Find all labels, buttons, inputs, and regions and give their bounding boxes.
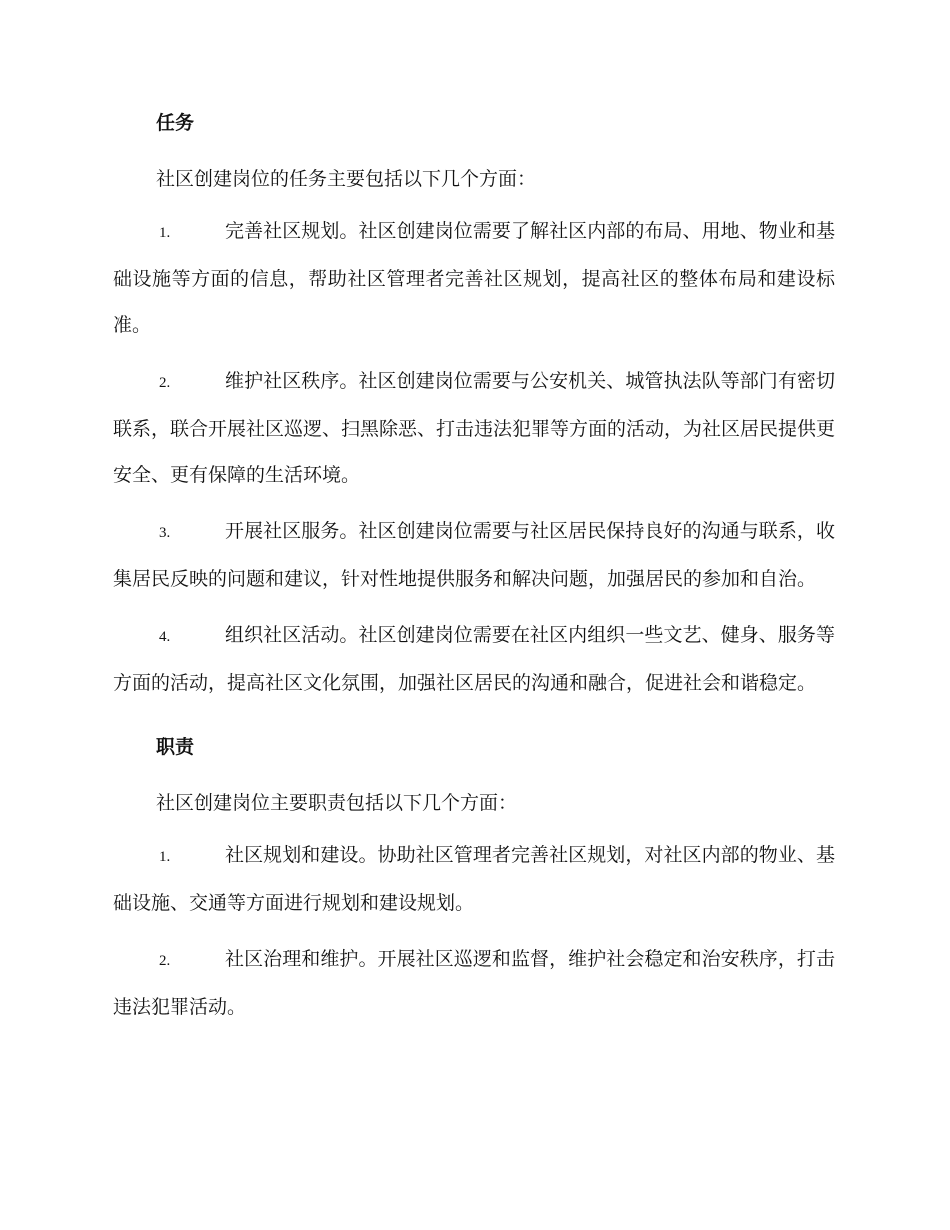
list-item-text: 维护社区秩序。社区创建岗位需要与公安机关、城管执法队等部门有密切联系，联合开展社区巡逻、扫黑除恶、打击违法犯罪等方面的活动，为社区居民提供更安全、更有保障的生活环境。 (113, 370, 836, 486)
list-item-text: 社区治理和维护。开展社区巡逻和监督，维护社会稳定和治安秩序，打击违法犯罪活动。 (113, 948, 835, 1018)
document-body (113, 108, 835, 1030)
list-item-text: 社区规划和建设。协助社区管理者完善社区规划，对社区内部的物业、基础设施、交通等方面进行规划和建设规划。 (113, 844, 835, 914)
section-heading-tasks: 任务 (156, 112, 195, 134)
list-item-text: 组织社区活动。社区创建岗位需要在社区内组织一些文艺、健身、服务等方面的活动，提高社区文化氛围，加强社区居民的沟通和融合，促进社会和谐稳定。 (113, 624, 835, 694)
section-intro-tasks: 社区创建岗位的任务主要包括以下几个方面： (156, 168, 537, 190)
list-item (113, 208, 835, 348)
list-item-number: 2. (159, 953, 171, 969)
list-item (113, 508, 835, 602)
section-intro-duties: 社区创建岗位主要职责包括以下几个方面： (156, 792, 518, 814)
list-item-number: 4. (159, 629, 171, 645)
list-item (113, 612, 835, 706)
list-item (113, 832, 835, 926)
list-item-number: 1. (159, 225, 171, 241)
list-item-text: 开展社区服务。社区创建岗位需要与社区居民保持良好的沟通与联系，收集居民反映的问题和建议，针对性地提供服务和解决问题，加强居民的参加和自治。 (113, 520, 835, 590)
list-item-number: 2. (159, 375, 171, 391)
section-heading-duties: 职责 (156, 736, 195, 758)
list-item-number: 3. (159, 525, 171, 541)
list-item-number: 1. (159, 849, 171, 865)
list-item (113, 358, 835, 498)
list-item-text: 完善社区规划。社区创建岗位需要了解社区内部的布局、用地、物业和基础设施等方面的信息，帮助社区管理者完善社区规划，提高社区的整体布局和建设标准。 (113, 220, 835, 336)
list-item (113, 936, 835, 1030)
